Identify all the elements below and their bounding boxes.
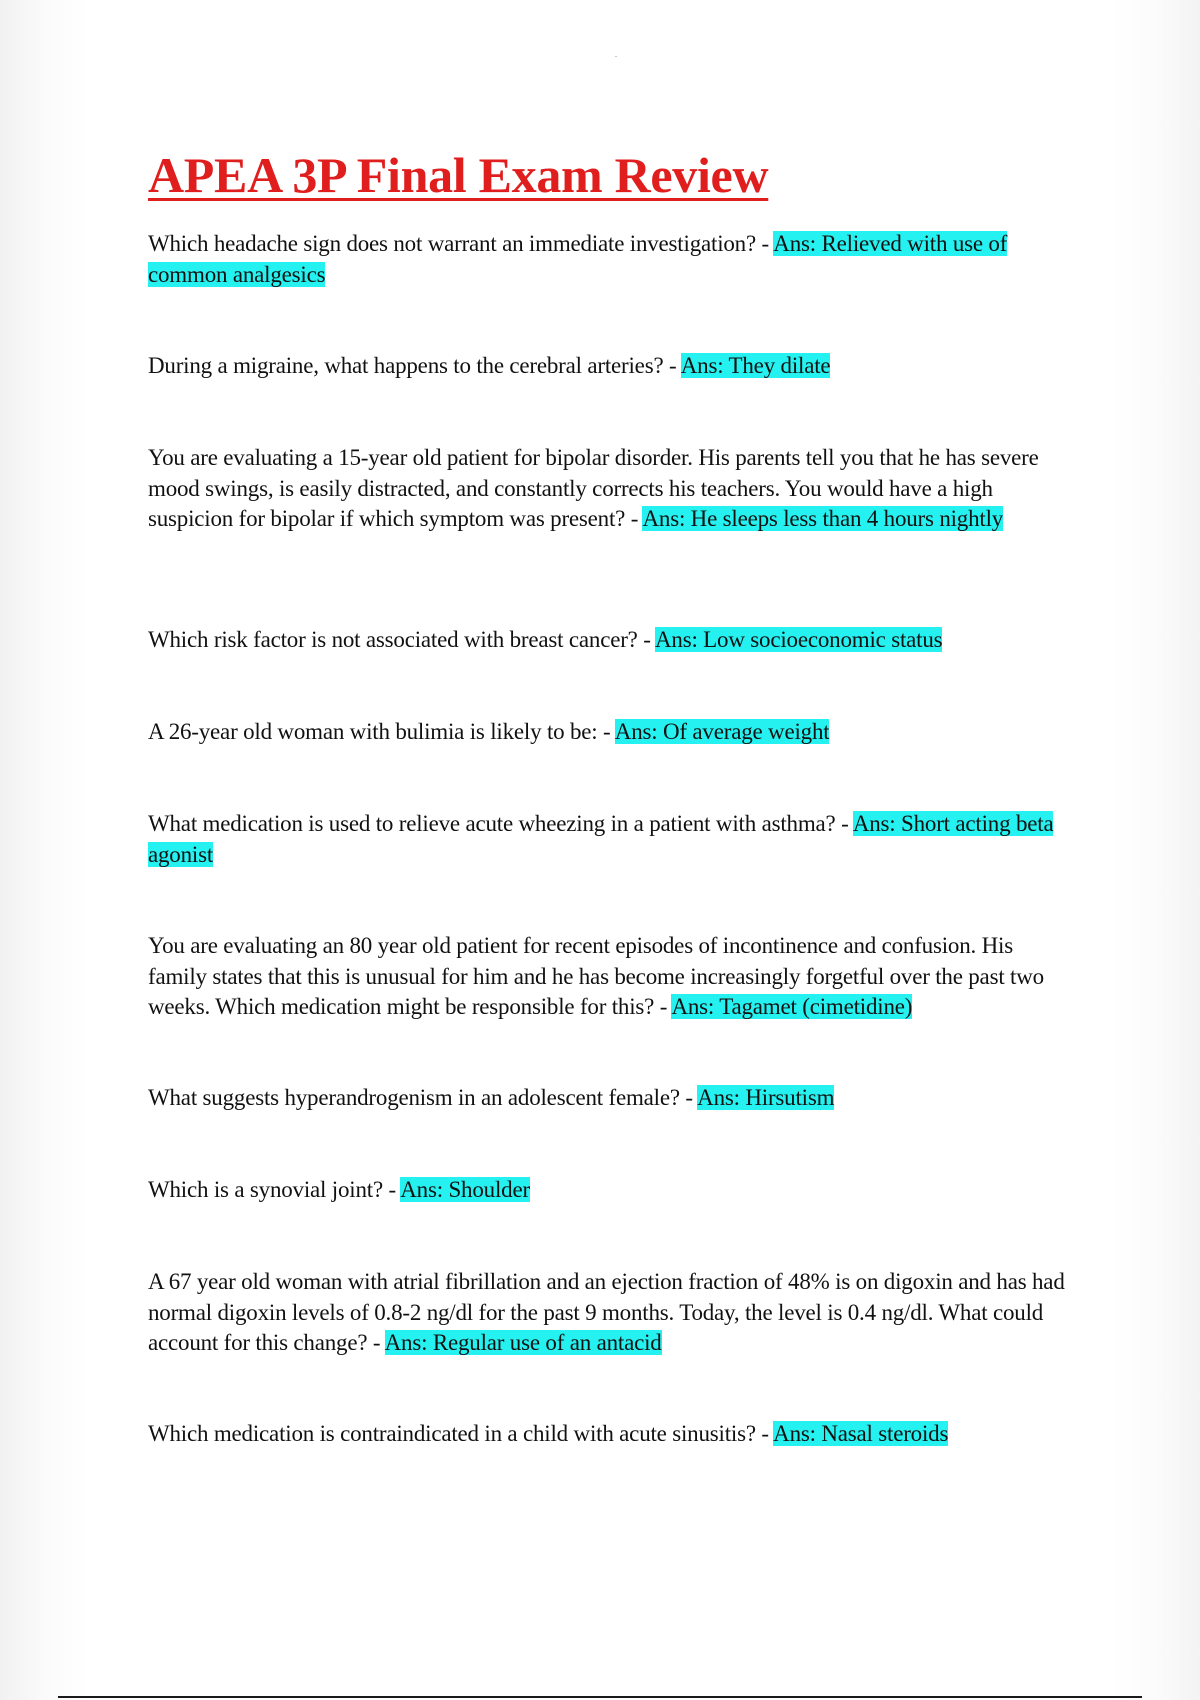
qa-item bbox=[148, 625, 1073, 656]
answer-highlight: Ans: Tagamet (cimetidine) bbox=[671, 994, 913, 1019]
answer-highlight: Ans: Nasal steroids bbox=[773, 1421, 949, 1446]
qa-item bbox=[148, 1267, 1073, 1359]
qa-item bbox=[148, 351, 1073, 382]
answer-highlight: Ans: They dilate bbox=[680, 353, 831, 378]
answer-highlight: Ans: Short acting beta agonist bbox=[148, 811, 1054, 867]
answer-highlight: Ans: Regular use of an antacid bbox=[384, 1330, 662, 1355]
qa-item bbox=[148, 809, 1073, 870]
qa-item bbox=[148, 1175, 1073, 1206]
question-text: Which headache sign does not warrant an immediate investigation? - bbox=[148, 231, 774, 256]
answer-highlight: Ans: He sleeps less than 4 hours nightly bbox=[642, 506, 1004, 531]
document-title: APEA 3P Final Exam Review bbox=[148, 147, 769, 203]
qa-item bbox=[148, 931, 1073, 1023]
answer-highlight: Ans: Shoulder bbox=[400, 1177, 530, 1202]
answer-highlight: Ans: Of average weight bbox=[614, 719, 830, 744]
question-text: You are evaluating a 15-year old patient for bipolar disorder. His parents tell you that he has severe mood swings, is easily distracted, and constantly corrects his teachers. You would have a high suspicion for bipolar if which symptom was present? - bbox=[148, 445, 1039, 531]
question-text: What suggests hyperandrogenism in an adolescent female? - bbox=[148, 1085, 698, 1110]
answer-highlight: Ans: Low socioeconomic status bbox=[654, 627, 943, 652]
qa-item bbox=[148, 1419, 1073, 1450]
scan-speck bbox=[615, 56, 617, 57]
question-text: Which medication is contraindicated in a child with acute sinusitis? - bbox=[148, 1421, 774, 1446]
qa-item bbox=[148, 229, 1073, 290]
question-text: A 26-year old woman with bulimia is likely to be: - bbox=[148, 719, 615, 744]
question-text: During a migraine, what happens to the cerebral arteries? - bbox=[148, 353, 681, 378]
qa-item bbox=[148, 443, 1073, 535]
question-text: A 67 year old woman with atrial fibrillation and an ejection fraction of 48% is on digoxin and has had normal digoxin levels of 0.8-2 ng/dl for the past 9 months. Today, the level is 0.4 ng/dl. What could account for this change? - bbox=[148, 1269, 1065, 1355]
question-text: What medication is used to relieve acute wheezing in a patient with asthma? - bbox=[148, 811, 853, 836]
answer-highlight: Ans: Hirsutism bbox=[697, 1085, 835, 1110]
qa-item bbox=[148, 717, 1073, 748]
question-text: You are evaluating an 80 year old patient for recent episodes of incontinence and confusion. His family states that this is unusual for him and he has become increasingly forgetful over the past two weeks. Which medication might be responsible for this? - bbox=[148, 933, 1044, 1019]
answer-highlight: Ans: Relieved with use of common analgesics bbox=[148, 231, 1008, 287]
page-bottom-rule bbox=[58, 1696, 1142, 1698]
question-text: Which risk factor is not associated with breast cancer? - bbox=[148, 627, 655, 652]
question-text: Which is a synovial joint? - bbox=[148, 1177, 401, 1202]
qa-item bbox=[148, 1083, 1073, 1114]
